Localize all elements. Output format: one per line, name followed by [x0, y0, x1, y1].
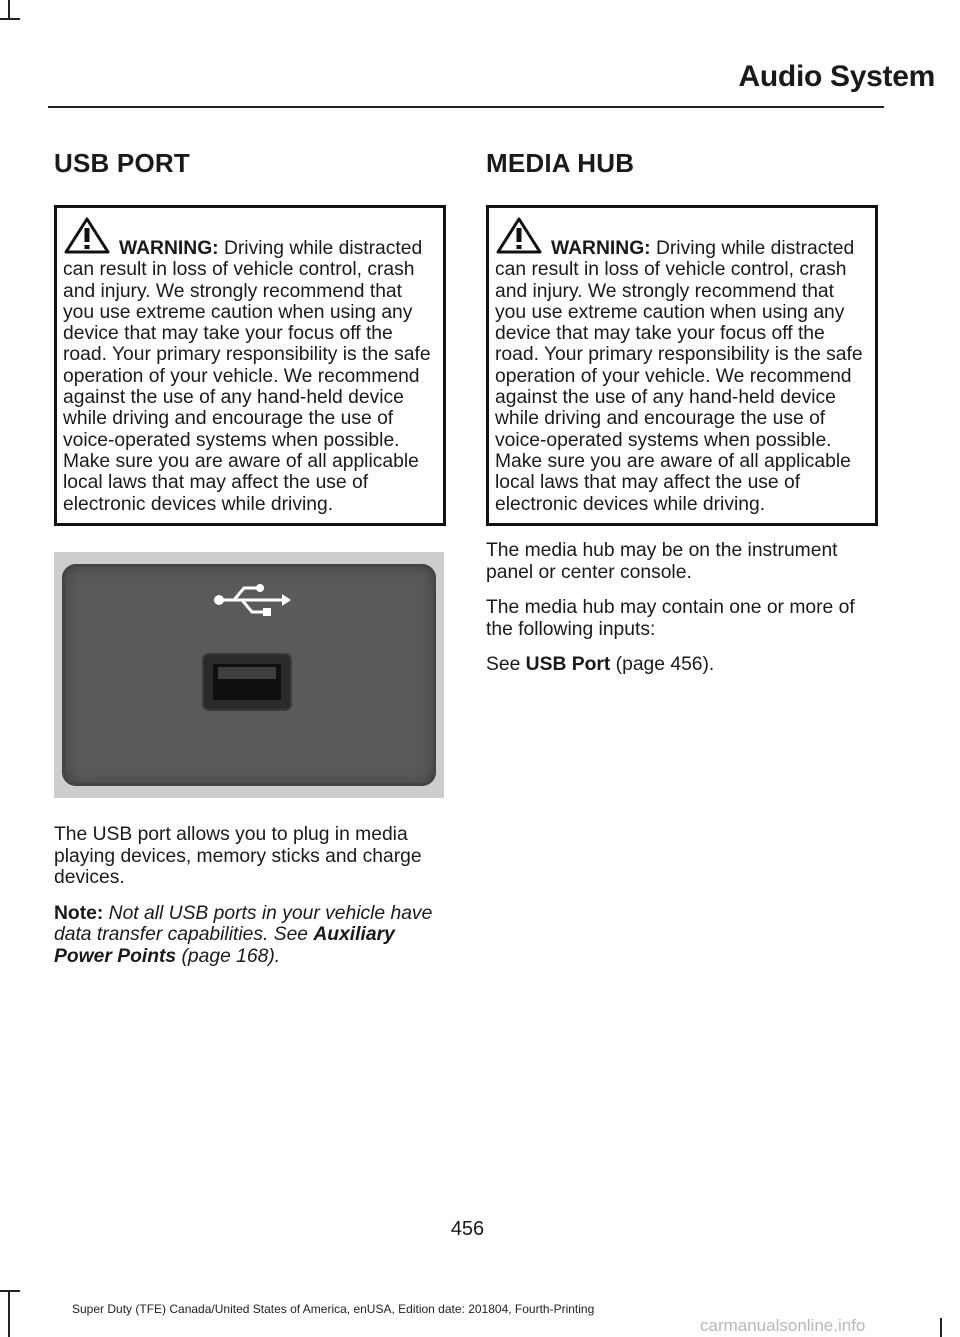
usb-note	[54, 903, 446, 968]
media-hub-warning-text	[495, 238, 869, 515]
usb-port-figure	[54, 552, 444, 798]
crop-mark	[940, 1318, 942, 1337]
page-title: Audio System	[738, 60, 935, 93]
header-rule	[48, 106, 884, 108]
media-hub-warning-label: WARNING:	[551, 238, 651, 259]
see-prefix: See	[486, 654, 526, 676]
auxiliary-power-points-link[interactable]: Auxiliary Power Points	[54, 924, 395, 967]
usb-symbol-icon	[212, 582, 292, 618]
crop-mark	[0, 1290, 20, 1292]
usb-warning-box	[54, 205, 446, 526]
media-hub-location: The media hub may be on the instrument panel or center console.	[486, 540, 838, 583]
watermark: carmanualsonline.info	[700, 1316, 866, 1335]
crop-mark	[8, 0, 10, 20]
media-hub-warning-body: Driving while distracted can result in loss of vehicle control, crash and injury. We strongly recommend that you use extreme caution when using any device that may take your focus off the road. Your primary responsibility is the safe operation of your vehicle. We recommend against the use of any hand-held device while driving and encourage the use of voice-operated systems when possible. Make sure you are aware of all applicable local laws that may affect the use of electronic devices while driving.	[495, 238, 863, 515]
usb-socket	[204, 655, 290, 709]
usb-warning-text	[63, 238, 437, 515]
warning-triangle-icon	[63, 216, 111, 256]
edition-footer: Super Duty (TFE) Canada/United States of America, enUSA, Edition date: 201804, Fourth-Printing	[72, 1302, 595, 1316]
note-text: Not all USB ports in your vehicle have data transfer capabilities. See	[54, 902, 433, 946]
crop-mark	[0, 18, 20, 20]
left-column	[54, 148, 446, 982]
usb-warning-body: Driving while distracted can result in loss of vehicle control, crash and injury. We strongly recommend that you use extreme caution when using any device that may take your focus off the road. Your primary responsibility is the safe operation of your vehicle. We recommend against the use of any hand-held device while driving and encourage the use of voice-operated systems when possible. Make sure you are aware of all applicable local laws that may affect the use of electronic devices while driving.	[63, 238, 431, 515]
note-page-ref: (page 168).	[176, 945, 281, 967]
media-hub-heading: MEDIA HUB	[486, 148, 635, 178]
crop-mark	[8, 1290, 10, 1337]
note-label: Note:	[54, 902, 104, 924]
media-hub-warning-box	[486, 205, 878, 526]
usb-description: The USB port allows you to plug in media playing devices, memory sticks and charge devices.	[54, 824, 422, 889]
usb-socket-tongue	[218, 667, 276, 679]
media-hub-inputs: The media hub may contain one or more of the following inputs:	[486, 597, 855, 640]
see-page-ref: (page 456).	[610, 654, 715, 676]
usb-port-link[interactable]: USB Port	[525, 654, 611, 676]
usb-warning-label: WARNING:	[119, 238, 219, 259]
page-number: 456	[450, 1218, 485, 1240]
right-column	[486, 148, 878, 690]
media-hub-see-ref	[486, 654, 878, 676]
warning-triangle-icon	[495, 216, 543, 256]
usb-port-heading: USB PORT	[54, 148, 190, 178]
